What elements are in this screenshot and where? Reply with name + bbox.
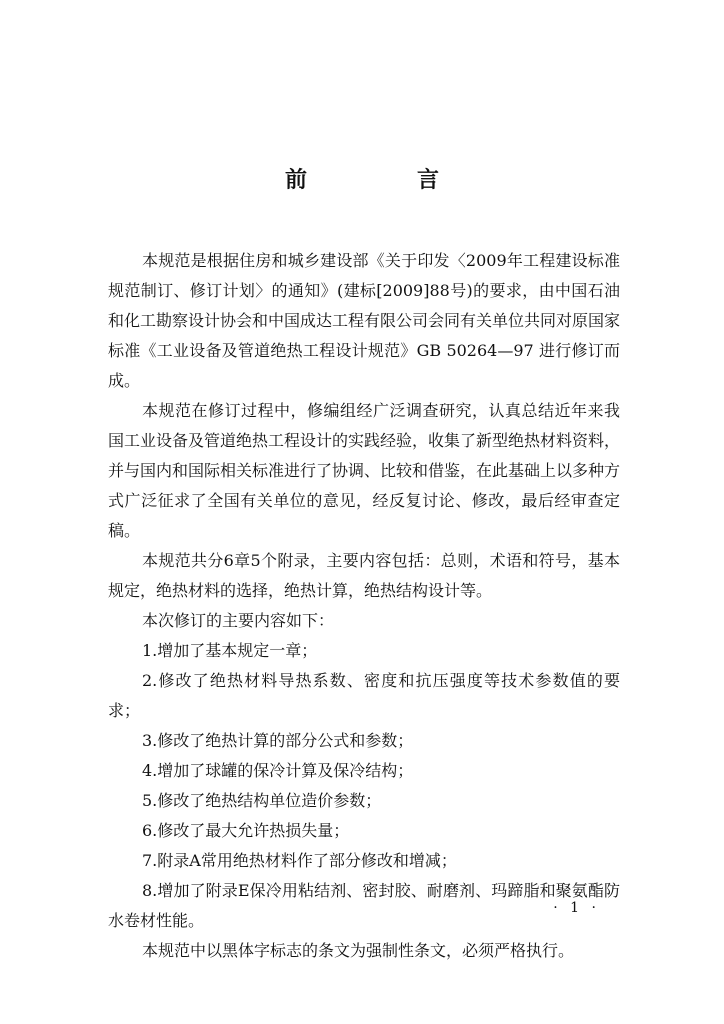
paragraph-revision-intro: 本次修订的主要内容如下： [142,611,335,630]
page-number: · 1 · [553,900,600,916]
revision-item-7: 7.附录A常用绝热材料作了部分修改和增减； [142,851,457,870]
revision-item-8: 8.增加了附录E保冷用粘结剂、密封胶、耐磨剂、玛蹄脂和聚氨酯防水卷材性能。 [108,881,620,930]
preface-body [108,246,620,966]
revision-item-5: 5.修改了绝热结构单位造价参数； [142,791,382,810]
revision-item-4: 4.增加了球罐的保冷计算及保冷结构； [142,761,414,780]
revision-item-1: 1.增加了基本规定一章； [142,641,318,660]
revision-item-6: 6.修改了最大允许热损失量； [142,821,350,840]
paragraph-basis: 本规范是根据住房和城乡建设部《关于印发〈2009年工程建设标准规范制订、修订计划〉的通知》(建标[2009]88号)的要求，由中国石油和化工勘察设计协会和中国成达工程有限公司会同有关单位共同对原国家标准《工业设备及管道绝热工程设计规范》GB 50264—97 进行修订而成。 [108,251,621,390]
revision-item-3: 3.修改了绝热计算的部分公式和参数； [142,731,414,750]
paragraph-mandatory-note: 本规范中以黑体字标志的条文为强制性条文，必须严格执行。 [142,941,575,960]
revision-item-2: 2.修改了绝热材料导热系数、密度和抗压强度等技术参数值的要求； [108,671,620,720]
paragraph-structure: 本规范共分6章5个附录，主要内容包括：总则，术语和符号，基本规定，绝热材料的选择，绝热计算，绝热结构设计等。 [108,551,620,600]
paragraph-revision-process: 本规范在修订过程中，修编组经广泛调查研究，认真总结近年来我国工业设备及管道绝热工程设计的实践经验，收集了新型绝热材料资料，并与国内和国际相关标准进行了协调、比较和借鉴，在此基础上以多种方式广泛征求了全国有关单位的意见，经反复讨论、修改，最后经审查定稿。 [108,401,621,540]
page-title: 前 言 [284,167,483,193]
